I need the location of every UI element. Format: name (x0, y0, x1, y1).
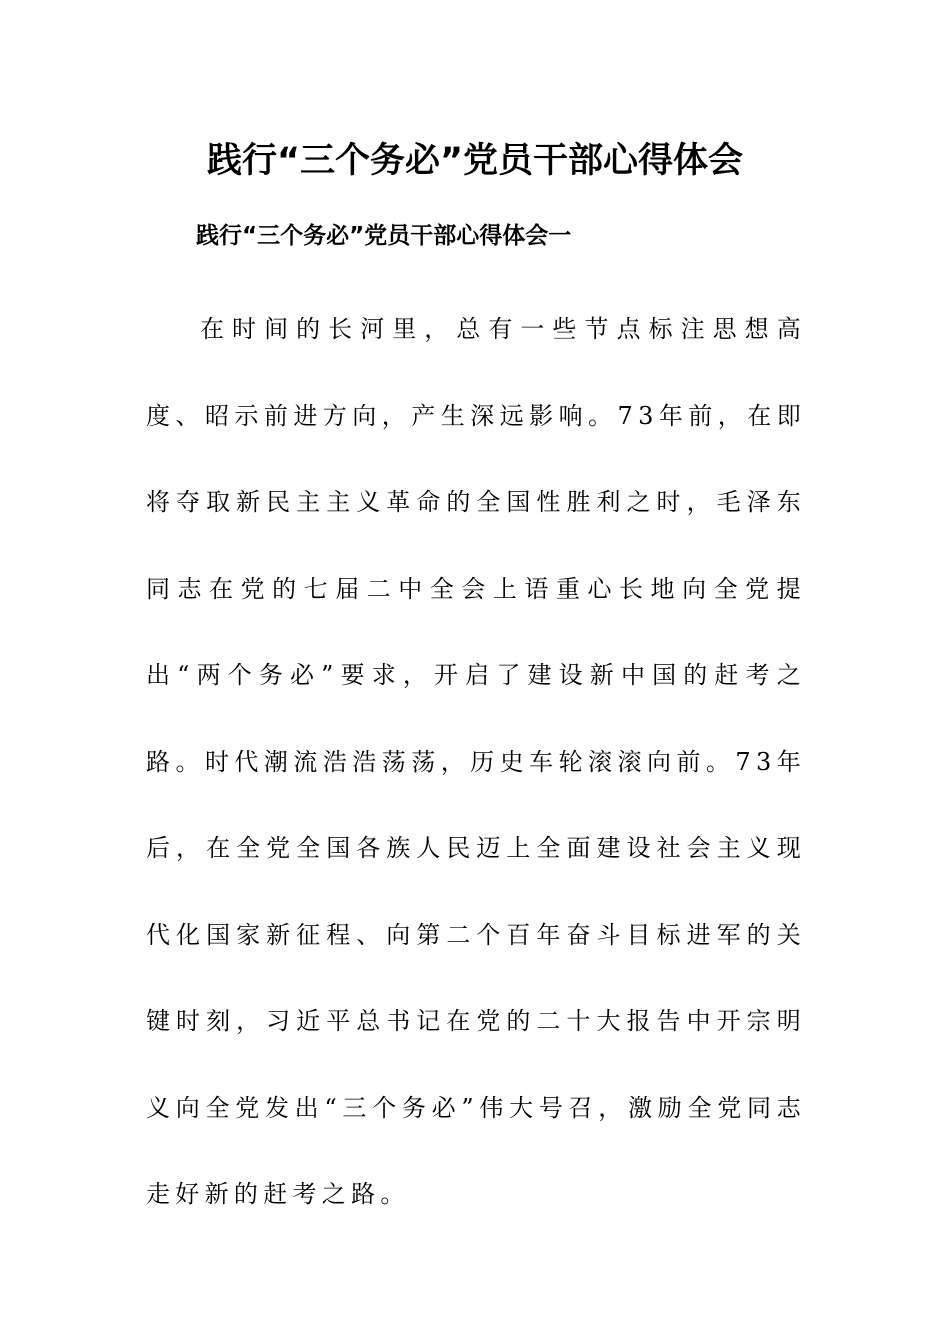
document-title: 践行“三个务必”党员干部心得体会 (206, 141, 743, 181)
section-heading: 践行“三个务必”党员干部心得体会一 (196, 223, 572, 249)
body-paragraph: 在时间的长河里，总有一些节点标注思想高度、昭示前进方向，产生深远影响。73年前，在即将夺取新民主主义革命的全国性胜利之时，毛泽东同志在党的七届二中全会上语重心长地向全党提出“两个务必”要求，开启了建设新中国的赶考之路。时代潮流浩浩荡荡，历史车轮滚滚向前。73年后，在全党全国各族人民迈上全面建设社会主义现代化国家新征程、向第二个百年奋斗目标进军的关键时刻，习近平总书记在党的二十大报告中开宗明义向全党发出“三个务必”伟大号召，激励全党同志走好新的赶考之路。 (146, 315, 806, 1208)
